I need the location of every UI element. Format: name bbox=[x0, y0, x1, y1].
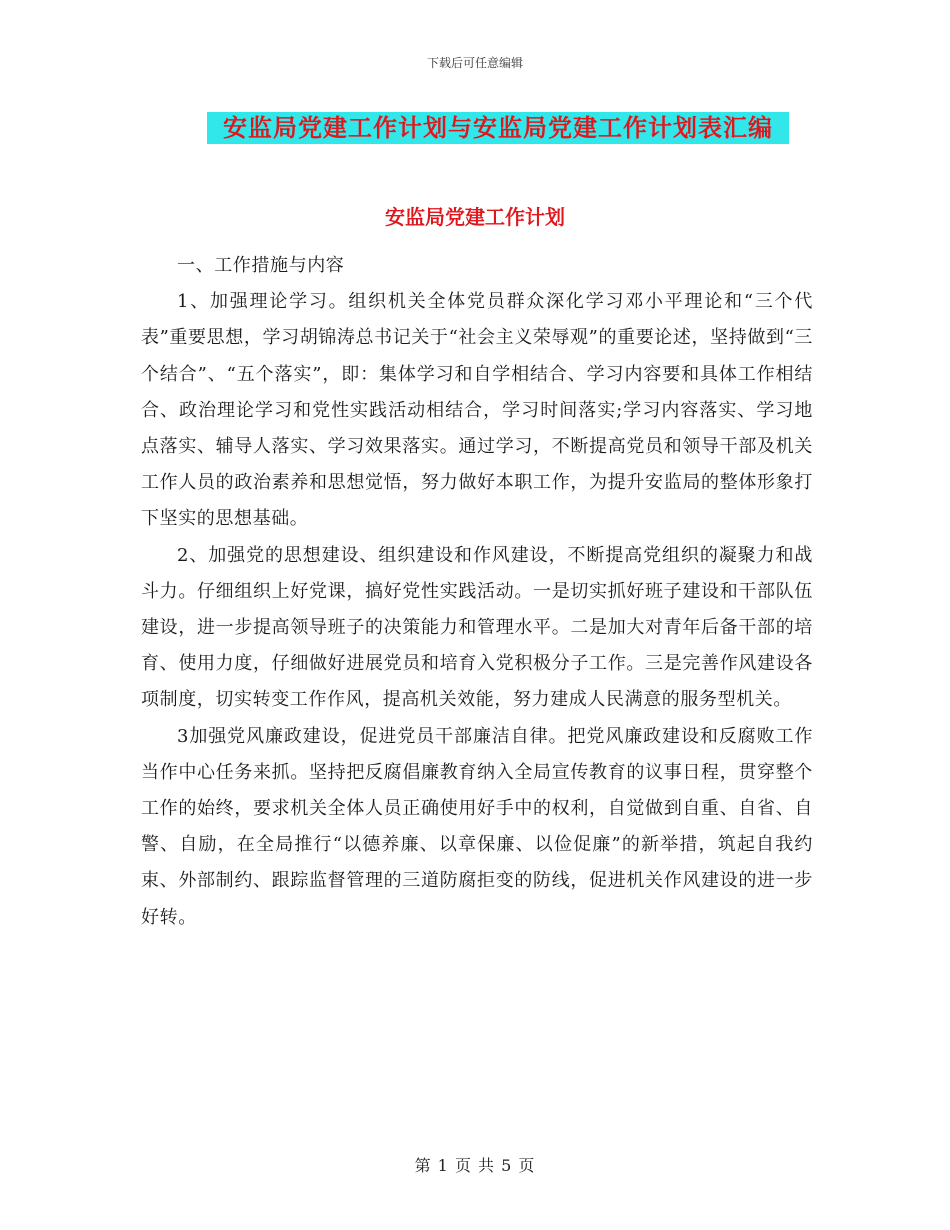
page-number-footer: 第 1 页 共 5 页 bbox=[414, 1156, 536, 1175]
page-header-note: 下载后可任意编辑 bbox=[426, 56, 523, 70]
document-body bbox=[141, 248, 813, 936]
document-sub-title: 安监局党建工作计划 bbox=[385, 205, 565, 229]
document-main-title: 安监局党建工作计划与安监局党建工作计划表汇编 bbox=[207, 112, 789, 144]
section-heading: 一、工作措施与内容 bbox=[177, 255, 345, 276]
body-paragraph: 2、加强党的思想建设、组织建设和作风建设，不断提高党组织的凝聚力和战斗力。仔细组织上好党课，搞好党性实践活动。一是切实抓好班子建设和干部队伍建设，进一步提高领导班子的决策能力和管理水平。二是加大对青年后备干部的培育、使用力度，仔细做好进展党员和培育入党积极分子工作。三是完善作风建设各项制度，切实转变工作作风，提高机关效能，努力建成人民满意的服务型机关。 bbox=[141, 544, 813, 711]
body-paragraph: 1、加强理论学习。组织机关全体党员群众深化学习邓小平理论和“三个代表”重要思想，学习胡锦涛总书记关于“社会主义荣辱观”的重要论述，坚持做到“三个结合”、“五个落实”，即：集体学习和自学相结合、学习内容要和具体工作相结合、政治理论学习和党性实践活动相结合，学习时间落实;学习内容落实、学习地点落实、辅导人落实、学习效果落实。通过学习，不断提高党员和领导干部及机关工作人员的政治素养和思想觉悟，努力做好本职工作，为提升安监局的整体形象打下坚实的思想基础。 bbox=[141, 291, 813, 530]
body-paragraph: 3加强党风廉政建设，促进党员干部廉洁自律。把党风廉政建设和反腐败工作当作中心任务来抓。坚持把反腐倡廉教育纳入全局宣传教育的议事日程，贯穿整个工作的始终，要求机关全体人员正确使用好手中的权利，自觉做到自重、自省、自警、自励，在全局推行“以德养廉、以章保廉、以俭促廉”的新举措，筑起自我约束、外部制约、跟踪监督管理的三道防腐拒变的防线，促进机关作风建设的进一步好转。 bbox=[141, 725, 813, 928]
